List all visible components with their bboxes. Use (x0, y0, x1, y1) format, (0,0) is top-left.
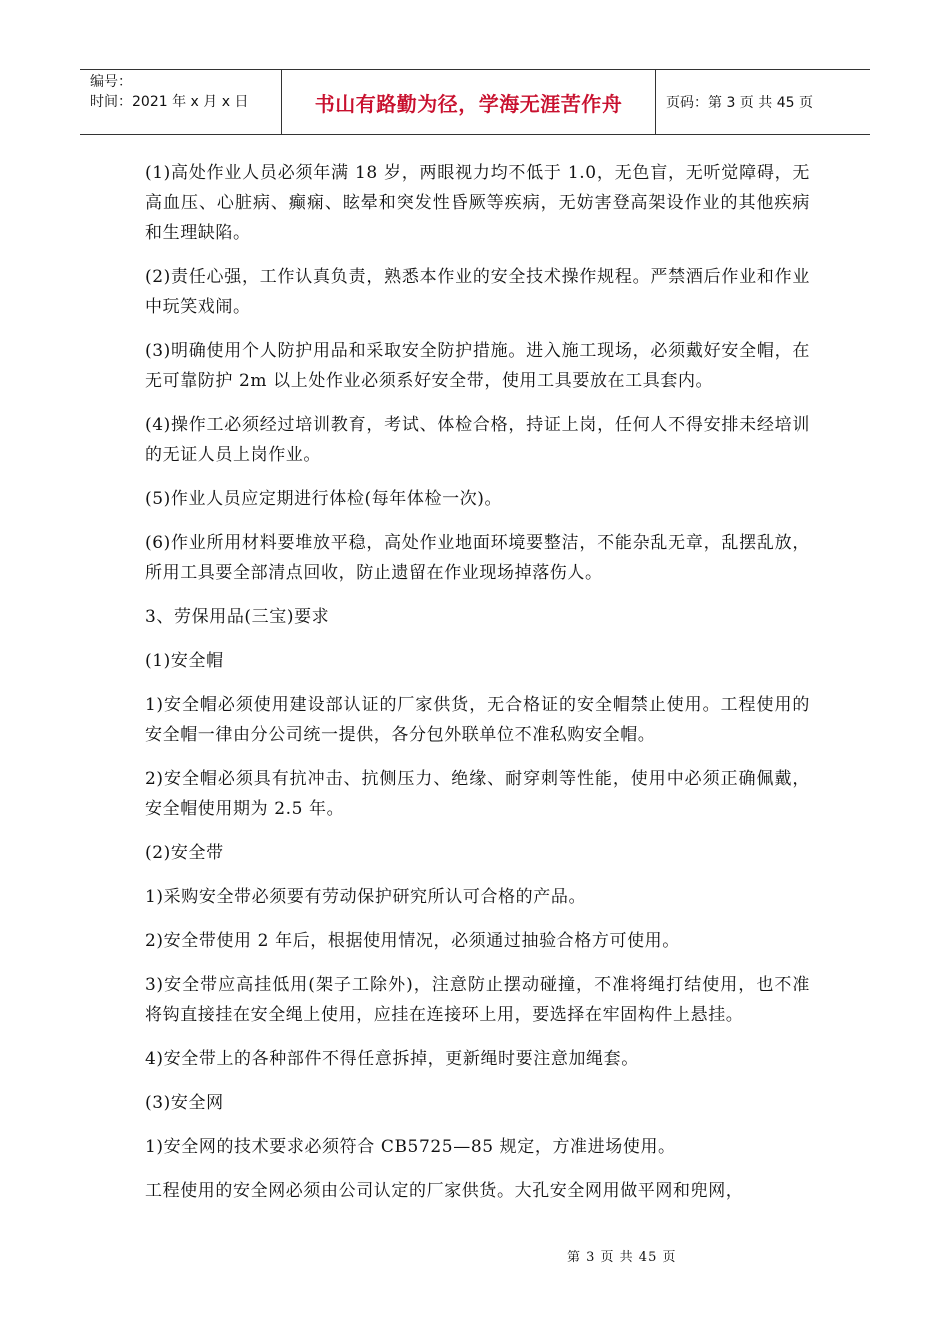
subsection-heading: (3)安全网 (145, 1093, 224, 1113)
paragraph: 4)安全带上的各种部件不得任意拆掉，更新绳时要注意加绳套。 (145, 1049, 639, 1069)
paragraph: (5)作业人员应定期进行体检(每年体检一次)。 (145, 489, 503, 509)
page-header (80, 69, 870, 135)
subsection-heading: (2)安全带 (145, 843, 224, 863)
document-time-label: 时间：2021 年 x 月 x 日 (90, 94, 249, 110)
paragraph: 1)安全帽必须使用建设部认证的厂家供货，无合格证的安全帽禁止使用。工程使用的安全帽一律由分公司统一提供，各分包外联单位不准私购安全帽。 (145, 695, 810, 745)
section-heading: 3、劳保用品(三宝)要求 (145, 607, 330, 627)
header-motto: 书山有路勤为径，学海无涯苦作舟 (282, 70, 656, 134)
paragraph: 工程使用的安全网必须由公司认定的厂家供货。大孔安全网用做平网和兜网， (145, 1181, 744, 1201)
document-number-label: 编号： (90, 74, 132, 90)
paragraph: 3)安全带应高挂低用(架子工除外)，注意防止摆动碰撞，不准将绳打结使用，也不准将钩直接挂在安全绳上使用，应挂在连接环上用，要选择在牢固构件上悬挂。 (145, 975, 810, 1025)
paragraph: 1)采购安全带必须要有劳动保护研究所认可合格的产品。 (145, 887, 587, 907)
paragraph: (3)明确使用个人防护用品和采取安全防护措施。进入施工现场，必须戴好安全帽，在无可靠防护 2m 以上处作业必须系好安全带，使用工具要放在工具套内。 (145, 341, 810, 391)
footer-page-number: 第 3 页 共 45 页 (567, 1250, 677, 1265)
header-page-info: 页码：第 3 页 共 45 页 (666, 95, 813, 111)
paragraph: (2)责任心强，工作认真负责，熟悉本作业的安全技术操作规程。严禁酒后作业和作业中玩笑戏闹。 (145, 267, 810, 317)
paragraph: (1)高处作业人员必须年满 18 岁，两眼视力均不低于 1.0，无色盲，无听觉障碍，无高血压、心脏病、癫痫、眩晕和突发性昏厥等疾病，无妨害登高架设作业的其他疾病和生理缺陷。 (145, 163, 810, 243)
header-meta (80, 70, 282, 134)
paragraph: 2)安全帽必须具有抗冲击、抗侧压力、绝缘、耐穿刺等性能，使用中必须正确佩戴，安全帽使用期为 2.5 年。 (145, 769, 810, 819)
document-body (145, 158, 810, 1220)
paragraph: (4)操作工必须经过培训教育，考试、体检合格，持证上岗，任何人不得安排未经培训的无证人员上岗作业。 (145, 415, 810, 465)
paragraph: 1)安全网的技术要求必须符合 CB5725—85 规定，方准进场使用。 (145, 1137, 676, 1157)
paragraph: (6)作业所用材料要堆放平稳，高处作业地面环境要整洁，不能杂乱无章，乱摆乱放，所用工具要全部清点回收，防止遗留在作业现场掉落伤人。 (145, 533, 810, 583)
subsection-heading: (1)安全帽 (145, 651, 224, 671)
paragraph: 2)安全带使用 2 年后，根据使用情况，必须通过抽验合格方可使用。 (145, 931, 680, 951)
